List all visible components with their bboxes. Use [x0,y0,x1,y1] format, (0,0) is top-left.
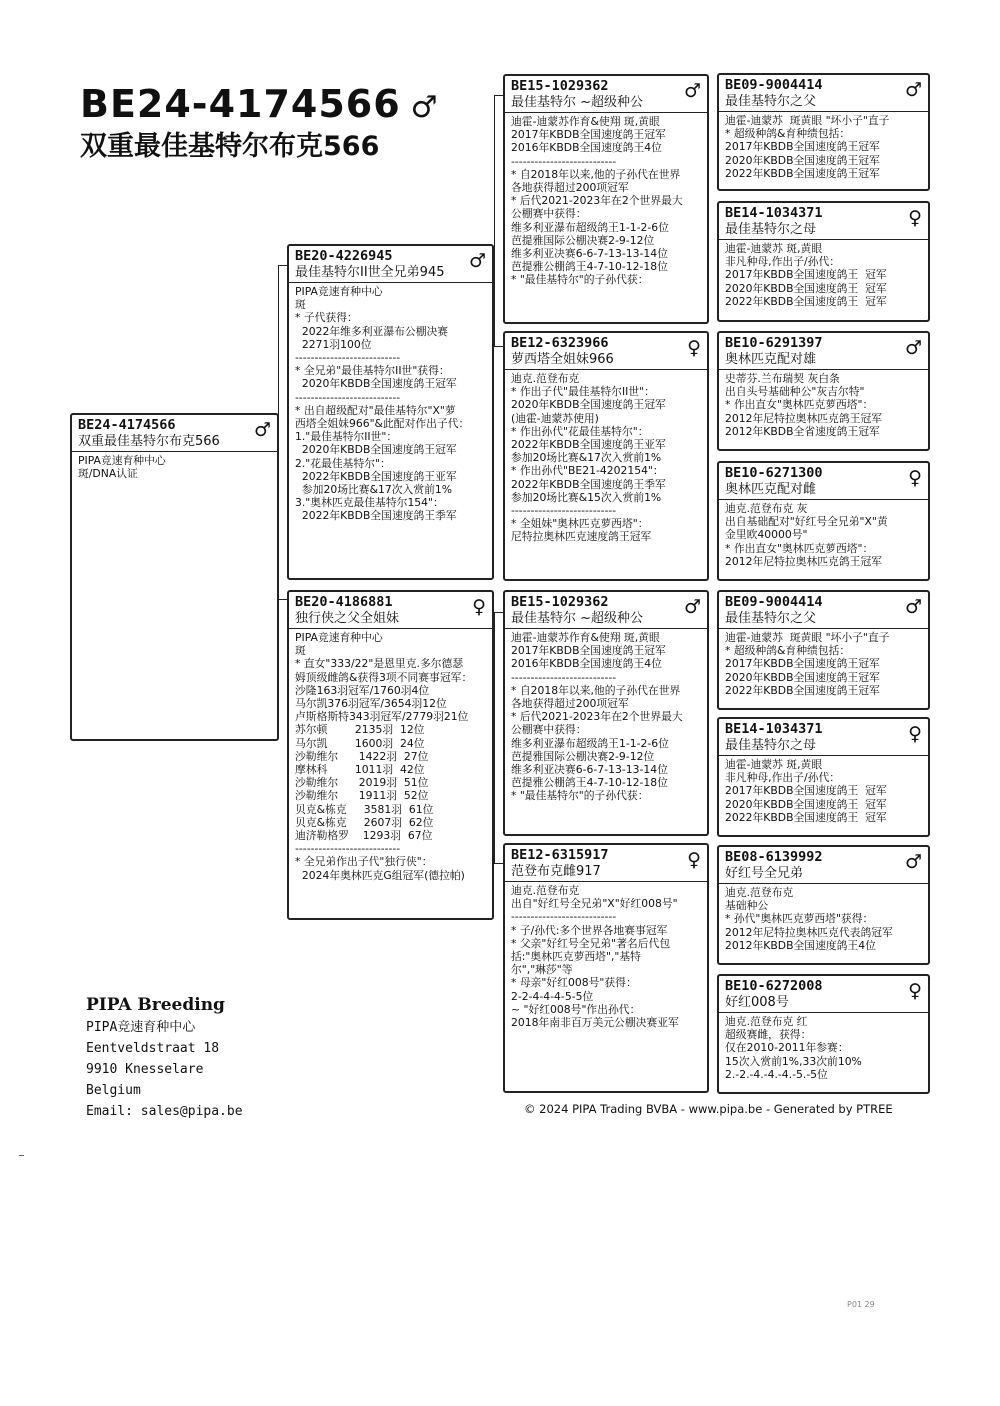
card-details: PIPA竞速育种中心 斑 * 子代获得： 2022年维多利亚瀑布公棚决赛 2271羽100位 --------------------------- * 全兄弟"最佳基特尔II世"获得： 2020年KBDB全国速度鸽王冠军 --------------------------- * 出自超级配对"最佳基特尔"X"萝 西塔全姐妹966"&此配对作出子代： 1."最佳基特尔II世"： 2020年KBDB全国速度鸽王冠军 2."花最佳基特尔"： 2022年KBDB全国速度鸽王亚军 参加20场比赛&17次入赏前1% 3."奥林匹克最佳基特尔154"： 2022年KBDB全国速度鸽王季军 [295,285,470,523]
card-ring-id: BE10-6271300 [725,465,823,481]
card-details: 迪霍-迪蒙苏作育&使翔 斑,黄眼 2017年KBDB全国速度鸽王冠军 2016年KBDB全国速度鸽王4位 --------------------------- * 自2018年以来,他的子孙代在世界 各地获得超过200项冠军 * 后代2021-2023年在2个世界最大 公棚赛中获得： 维多利亚瀑布超级鸽王1-1-2-6位 芭提雅国际公棚决赛2-9-12位 维多利亚决赛6-6-7-13-13-14位 芭提雅公棚鸽王4-7-10-12-18位 * "最佳基特尔"的子孙代获： [511,115,683,287]
female-symbol-icon: ♀ [908,723,922,745]
card-name: 奥林匹克配对雌 [725,482,817,497]
male-symbol-icon: ♂ [904,596,922,618]
card-ring-id: BE10-6291397 [725,335,823,351]
card-ring-id: BE14-1034371 [725,205,823,221]
pedigree-card-grandsire-maternal [503,590,709,836]
card-name: 范登布克雌917 [511,864,601,879]
card-details: 迪克.范登布克 出自"好红号全兄弟"X"好红008号" --------------------------- * 子/孙代:多个世界各地赛事冠军 * 父亲"好红号全兄弟"著名后代包 括:"奥林匹克萝西塔","基特 尔","琳莎"等 * 母亲"好红008号"获得： 2-2-4-4-4-5-5位 ~ "好红008号"作出孙代： 2018年南非百万美元公棚决赛亚军 [511,884,679,1030]
breeder-address [86,993,243,1122]
card-ring-id: BE14-1034371 [725,721,823,737]
male-symbol-icon: ♂ [683,596,701,618]
card-ring-id: BE09-9004414 [725,594,823,610]
card-ring-id: BE09-9004414 [725,77,823,93]
card-name: 萝西塔全姐妹966 [511,352,614,367]
card-header [505,76,707,113]
card-name: 最佳基特尔之父 [725,611,817,626]
pedigree-card-subject [70,413,279,741]
card-ring-id: BE15-1029362 [511,78,609,94]
card-name: 最佳基特尔II世全兄弟945 [295,265,445,280]
address-city: 9910 Knesselare [86,1062,204,1077]
male-symbol-icon: ♂ [904,337,922,359]
card-details: 迪霍-迪蒙苏作育&使翔 斑,黄眼 2017年KBDB全国速度鸽王冠军 2016年KBDB全国速度鸽王4位 --------------------------- * 自2018年以来,他的子孙代在世界 各地获得超过200项冠军 * 后代2021-2023年在2个世界最大 公棚赛中获得： 维多利亚瀑布超级鸽王1-1-2-6位 芭提雅国际公棚决赛2-9-12位 维多利亚决赛6-6-7-13-13-14位 芭提雅公棚鸽王4-7-10-12-18位 * "最佳基特尔"的子孙代获： [511,631,683,803]
card-header [719,719,928,756]
card-details: 迪霍-迪蒙苏 斑黄眼 "坏小子"直子 * 超级种鸽&育种绩包括： 2017年KBDB全国速度鸽王冠军 2020年KBDB全国速度鸽王冠军 2022年KBDB全国速度鸽王冠军 [725,631,890,697]
pedigree-card-ggd-3 [717,717,930,837]
address-country: Belgium [86,1083,141,1098]
scan-mark [19,1155,24,1156]
card-name: 最佳基特尔 ~超级种公 [511,95,644,110]
male-symbol-icon: ♂ [410,90,439,125]
card-details: 史蒂芬.兰布瑞契 灰白条 出自头号基础种公"灰吉尔特" * 作出直女"奥林匹克萝西塔"： 2012年尼特拉奥林匹克鸽王冠军 2012年KBDB全省速度鸽王冠军 [725,372,883,438]
card-header [719,75,928,112]
card-ring-id: BE20-4226945 [295,248,393,264]
card-header [505,592,707,629]
card-details: 迪霍-迪蒙苏 斑,黄眼 非凡种母,作出子/孙代： 2017年KBDB全国速度鸽王 冠军 2020年KBDB全国速度鸽王 冠军 2022年KBDB全国速度鸽王 冠军 [725,242,887,308]
pigeon-ring-id: BE24-4174566 ♂ [80,82,439,126]
card-header [289,592,492,629]
pedigree-card-dam [287,590,494,920]
pedigree-card-ggd-4 [717,974,930,1094]
male-symbol-icon: ♂ [904,79,922,101]
card-header [289,246,492,283]
card-details: 迪克.范登布克 灰 出自基础配对"好红号全兄弟"X"黄 金里欧40000号" * 作出直女"奥林匹克萝西塔"： 2012年尼特拉奥林匹克鸽王冠军 [725,502,888,568]
card-details: 迪克.范登布克 * 作出子代"最佳基特尔II世"： 2020年KBDB全国速度鸽王冠军 (迪霍-迪蒙苏使用) * 作出孙代"花最佳基特尔"： 2022年KBDB全国速度鸽王亚军 参加20场比赛&17次入赏前1% * 作出孙代"BE21-4202154"： 2022年KBDB全国速度鸽王季军 参加20场比赛&15次入赏前1% --------------------------- * 全姐妹"奥林匹克萝西塔"： 尼特拉奥林匹克速度鸽王冠军 [511,372,666,544]
card-header [719,592,928,629]
card-header [719,333,928,370]
card-header [719,976,928,1013]
card-header [72,415,277,452]
card-details: 迪克.范登布克 基础种公 * 孙代"奥林匹克萝西塔"获得： 2012年尼特拉奥林匹克代表鸽冠军 2012年KBDB全国速度鸽王4位 [725,886,893,952]
pedigree-card-ggs-3 [717,590,930,710]
card-ring-id: BE24-4174566 [78,417,176,433]
pedigree-card-granddam-maternal [503,843,709,1093]
female-symbol-icon: ♀ [687,849,701,871]
female-symbol-icon: ♀ [908,467,922,489]
card-details: 迪霍-迪蒙苏 斑,黄眼 非凡种母,作出子/孙代： 2017年KBDB全国速度鸽王 冠军 2020年KBDB全国速度鸽王 冠军 2022年KBDB全国速度鸽王 冠军 [725,758,887,824]
card-header [719,463,928,500]
card-name: 好红008号 [725,995,789,1010]
female-symbol-icon: ♀ [472,596,486,618]
breeder-center: PIPA竞速育种中心 [86,1020,196,1035]
card-name: 奥林匹克配对雄 [725,352,817,367]
card-details: 迪克.范登布克 红 超级赛雌，获得： 仅在2010-2011年参赛： 15次入赏前1%,33次前10% 2.-2.-4.-4.-4.-5.-5位 [725,1015,862,1081]
card-details: PIPA竞速育种中心 斑 * 直女"333/22"是恩里克.多尔德瑟 姆顶级雌鸽&获得3项不同赛事冠军： 沙隆163羽冠军/1760羽4位 马尔凯376羽冠军/3654羽12位 卢斯格斯特343羽冠军/2779羽21位 苏尔顿 2135羽 12位 马尔凯 1600羽 24位 沙勒维尔 1422羽 27位 摩林科 1011羽 42位 沙勒维尔 2019羽 51位 沙勒维尔 1911羽 52位 贝克&栋克 3581羽 61位 贝克&栋克 2607羽 62位 迪济勒格罗 1293羽 67位 --------------------------- * 全兄弟作出子代"独行侠"： 2024年奥林匹克G组冠军(德拉帕) [295,631,473,882]
card-name: 最佳基特尔 ~超级种公 [511,611,644,626]
pedigree-card-granddam-paternal [503,331,709,581]
pedigree-card-grandsire-paternal [503,74,709,324]
pedigree-card-ggs-2 [717,331,930,451]
male-symbol-icon: ♂ [683,80,701,102]
male-symbol-icon: ♂ [253,419,271,441]
card-name: 最佳基特尔之父 [725,94,817,109]
card-header [719,203,928,240]
contact-email: Email: sales@pipa.be [86,1104,243,1119]
card-header [505,845,707,882]
female-symbol-icon: ♀ [908,207,922,229]
card-name: 双重最佳基特尔布克566 [78,434,220,449]
card-ring-id: BE20-4186881 [295,594,393,610]
pedigree-card-ggs-4 [717,845,930,965]
breeder-brand: PIPA Breeding [86,995,225,1015]
address-street: Eentveldstraat 18 [86,1041,220,1056]
card-header [719,847,928,884]
card-name: 好红号全兄弟 [725,866,804,881]
card-ring-id: BE08-6139992 [725,849,823,865]
pedigree-card-ggs-1 [717,73,930,191]
pedigree-card-ggd-2 [717,461,930,581]
card-name: 独行侠之父全姐妹 [295,611,400,626]
pigeon-name: 双重最佳基特尔布克566 [80,131,380,162]
card-ring-id: BE12-6315917 [511,847,609,863]
card-ring-id: BE10-6272008 [725,978,823,994]
card-details: PIPA竞速育种中心 斑/DNA认证 [78,454,166,481]
male-symbol-icon: ♂ [904,851,922,873]
pedigree-card-sire [287,244,494,580]
female-symbol-icon: ♀ [908,980,922,1002]
female-symbol-icon: ♀ [687,337,701,359]
card-header [505,333,707,370]
pedigree-card-ggd-1 [717,201,930,322]
card-name: 最佳基特尔之母 [725,738,817,753]
male-symbol-icon: ♂ [468,250,486,272]
copyright-notice: © 2024 PIPA Trading BVBA - www.pipa.be - Generated by PTREE [524,1102,893,1116]
page-mark: P01 29 [847,1300,875,1309]
card-details: 迪霍-迪蒙苏 斑黄眼 "坏小子"直子 * 超级种鸽&育种绩包括： 2017年KBDB全国速度鸽王冠军 2020年KBDB全国速度鸽王冠军 2022年KBDB全国速度鸽王冠军 [725,114,890,180]
card-ring-id: BE12-6323966 [511,335,609,351]
card-name: 最佳基特尔之母 [725,222,817,237]
card-ring-id: BE15-1029362 [511,594,609,610]
